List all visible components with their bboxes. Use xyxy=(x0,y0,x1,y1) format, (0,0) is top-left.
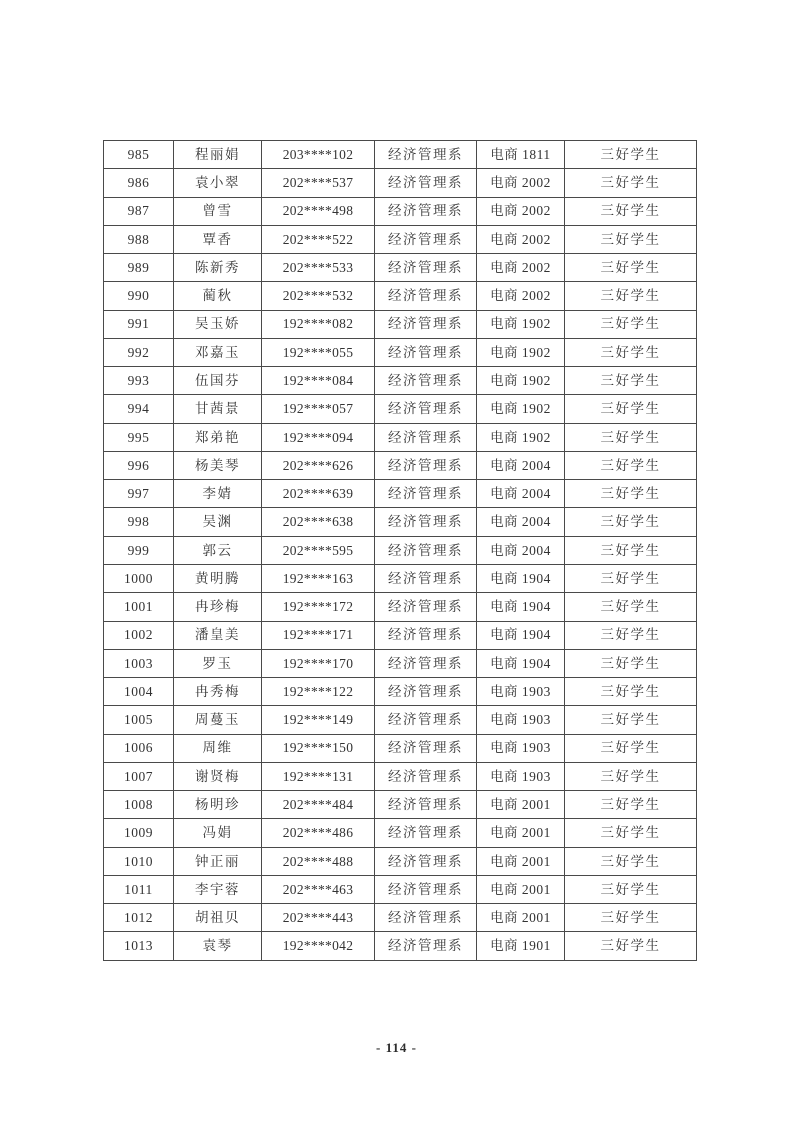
cell-award: 三好学生 xyxy=(565,536,697,564)
cell-seq: 995 xyxy=(104,423,174,451)
cell-id: 192****149 xyxy=(262,706,375,734)
cell-award: 三好学生 xyxy=(565,367,697,395)
cell-award: 三好学生 xyxy=(565,480,697,508)
cell-dept: 经济管理系 xyxy=(375,395,477,423)
table-row xyxy=(104,480,697,508)
table-row xyxy=(104,621,697,649)
cell-dept: 经济管理系 xyxy=(375,254,477,282)
table-row xyxy=(104,423,697,451)
table-row xyxy=(104,338,697,366)
cell-dept: 经济管理系 xyxy=(375,847,477,875)
table-row xyxy=(104,819,697,847)
cell-award: 三好学生 xyxy=(565,395,697,423)
cell-name: 陈新秀 xyxy=(174,254,262,282)
cell-name: 袁琴 xyxy=(174,932,262,961)
cell-name: 杨美琴 xyxy=(174,451,262,479)
cell-seq: 990 xyxy=(104,282,174,310)
cell-seq: 997 xyxy=(104,480,174,508)
cell-name: 罗玉 xyxy=(174,649,262,677)
cell-name: 谢贤梅 xyxy=(174,762,262,790)
cell-name: 曾雪 xyxy=(174,197,262,225)
cell-award: 三好学生 xyxy=(565,762,697,790)
cell-seq: 987 xyxy=(104,197,174,225)
table-row xyxy=(104,791,697,819)
cell-class: 电商 2004 xyxy=(477,508,565,536)
table-row xyxy=(104,197,697,225)
cell-award: 三好学生 xyxy=(565,847,697,875)
table-row xyxy=(104,734,697,762)
table-row xyxy=(104,762,697,790)
cell-name: 冉秀梅 xyxy=(174,678,262,706)
cell-dept: 经济管理系 xyxy=(375,338,477,366)
table-row xyxy=(104,395,697,423)
cell-dept: 经济管理系 xyxy=(375,451,477,479)
cell-name: 吴玉娇 xyxy=(174,310,262,338)
cell-seq: 992 xyxy=(104,338,174,366)
cell-name: 蔺秋 xyxy=(174,282,262,310)
cell-seq: 1001 xyxy=(104,593,174,621)
cell-award: 三好学生 xyxy=(565,734,697,762)
cell-id: 202****463 xyxy=(262,875,375,903)
cell-dept: 经济管理系 xyxy=(375,875,477,903)
cell-id: 202****443 xyxy=(262,904,375,932)
cell-name: 杨明珍 xyxy=(174,791,262,819)
cell-award: 三好学生 xyxy=(565,564,697,592)
cell-class: 电商 2004 xyxy=(477,480,565,508)
cell-id: 202****522 xyxy=(262,225,375,253)
table-row xyxy=(104,904,697,932)
cell-seq: 986 xyxy=(104,169,174,197)
cell-award: 三好学生 xyxy=(565,621,697,649)
cell-dept: 经济管理系 xyxy=(375,141,477,169)
cell-class: 电商 2002 xyxy=(477,254,565,282)
table-row xyxy=(104,254,697,282)
cell-name: 郑弟艳 xyxy=(174,423,262,451)
cell-name: 甘茜景 xyxy=(174,395,262,423)
cell-id: 202****488 xyxy=(262,847,375,875)
cell-seq: 1006 xyxy=(104,734,174,762)
cell-id: 202****595 xyxy=(262,536,375,564)
cell-class: 电商 2001 xyxy=(477,819,565,847)
cell-award: 三好学生 xyxy=(565,508,697,536)
cell-name: 袁小翠 xyxy=(174,169,262,197)
cell-dept: 经济管理系 xyxy=(375,649,477,677)
cell-id: 192****122 xyxy=(262,678,375,706)
cell-seq: 999 xyxy=(104,536,174,564)
cell-class: 电商 2001 xyxy=(477,847,565,875)
cell-name: 伍国芬 xyxy=(174,367,262,395)
cell-dept: 经济管理系 xyxy=(375,169,477,197)
cell-class: 电商 2002 xyxy=(477,282,565,310)
cell-class: 电商 1902 xyxy=(477,367,565,395)
table-row xyxy=(104,932,697,961)
table-row xyxy=(104,847,697,875)
cell-class: 电商 1904 xyxy=(477,649,565,677)
cell-class: 电商 2001 xyxy=(477,791,565,819)
cell-award: 三好学生 xyxy=(565,678,697,706)
cell-award: 三好学生 xyxy=(565,282,697,310)
cell-award: 三好学生 xyxy=(565,141,697,169)
cell-seq: 998 xyxy=(104,508,174,536)
cell-award: 三好学生 xyxy=(565,932,697,961)
cell-dept: 经济管理系 xyxy=(375,310,477,338)
cell-award: 三好学生 xyxy=(565,904,697,932)
cell-seq: 1010 xyxy=(104,847,174,875)
cell-dept: 经济管理系 xyxy=(375,593,477,621)
cell-class: 电商 1904 xyxy=(477,621,565,649)
table-row xyxy=(104,593,697,621)
cell-name: 李宇蓉 xyxy=(174,875,262,903)
table-row xyxy=(104,508,697,536)
cell-dept: 经济管理系 xyxy=(375,197,477,225)
cell-dept: 经济管理系 xyxy=(375,508,477,536)
cell-class: 电商 2004 xyxy=(477,451,565,479)
cell-dept: 经济管理系 xyxy=(375,904,477,932)
cell-dept: 经济管理系 xyxy=(375,480,477,508)
cell-id: 192****057 xyxy=(262,395,375,423)
cell-id: 202****486 xyxy=(262,819,375,847)
cell-dept: 经济管理系 xyxy=(375,225,477,253)
cell-seq: 985 xyxy=(104,141,174,169)
cell-seq: 1012 xyxy=(104,904,174,932)
cell-name: 覃香 xyxy=(174,225,262,253)
table-row xyxy=(104,649,697,677)
cell-dept: 经济管理系 xyxy=(375,536,477,564)
cell-id: 202****638 xyxy=(262,508,375,536)
table-row xyxy=(104,451,697,479)
cell-class: 电商 1903 xyxy=(477,706,565,734)
cell-id: 202****532 xyxy=(262,282,375,310)
cell-name: 钟正丽 xyxy=(174,847,262,875)
cell-name: 周蔓玉 xyxy=(174,706,262,734)
cell-name: 程丽娟 xyxy=(174,141,262,169)
table-row xyxy=(104,678,697,706)
cell-award: 三好学生 xyxy=(565,706,697,734)
cell-class: 电商 1901 xyxy=(477,932,565,961)
cell-award: 三好学生 xyxy=(565,338,697,366)
cell-class: 电商 1904 xyxy=(477,564,565,592)
cell-id: 192****082 xyxy=(262,310,375,338)
cell-class: 电商 1902 xyxy=(477,423,565,451)
cell-id: 192****171 xyxy=(262,621,375,649)
cell-award: 三好学生 xyxy=(565,197,697,225)
award-table-body xyxy=(104,141,697,961)
cell-class: 电商 2002 xyxy=(477,169,565,197)
cell-seq: 1011 xyxy=(104,875,174,903)
cell-award: 三好学生 xyxy=(565,451,697,479)
cell-name: 李婧 xyxy=(174,480,262,508)
cell-name: 潘皇美 xyxy=(174,621,262,649)
cell-class: 电商 1903 xyxy=(477,678,565,706)
cell-seq: 988 xyxy=(104,225,174,253)
cell-dept: 经济管理系 xyxy=(375,791,477,819)
cell-seq: 993 xyxy=(104,367,174,395)
cell-award: 三好学生 xyxy=(565,875,697,903)
cell-id: 202****626 xyxy=(262,451,375,479)
cell-dept: 经济管理系 xyxy=(375,678,477,706)
cell-dept: 经济管理系 xyxy=(375,621,477,649)
cell-id: 192****170 xyxy=(262,649,375,677)
cell-class: 电商 2001 xyxy=(477,875,565,903)
cell-dept: 经济管理系 xyxy=(375,706,477,734)
cell-award: 三好学生 xyxy=(565,593,697,621)
cell-class: 电商 1902 xyxy=(477,338,565,366)
cell-id: 192****084 xyxy=(262,367,375,395)
cell-class: 电商 1902 xyxy=(477,310,565,338)
cell-class: 电商 2001 xyxy=(477,904,565,932)
cell-dept: 经济管理系 xyxy=(375,734,477,762)
table-row xyxy=(104,141,697,169)
table-row xyxy=(104,536,697,564)
cell-class: 电商 2004 xyxy=(477,536,565,564)
cell-award: 三好学生 xyxy=(565,423,697,451)
cell-id: 192****163 xyxy=(262,564,375,592)
cell-class: 电商 2002 xyxy=(477,225,565,253)
cell-seq: 1004 xyxy=(104,678,174,706)
table-row xyxy=(104,225,697,253)
table-row xyxy=(104,282,697,310)
cell-award: 三好学生 xyxy=(565,169,697,197)
table-row xyxy=(104,706,697,734)
cell-dept: 经济管理系 xyxy=(375,367,477,395)
cell-seq: 1013 xyxy=(104,932,174,961)
cell-seq: 1005 xyxy=(104,706,174,734)
cell-class: 电商 1902 xyxy=(477,395,565,423)
cell-id: 192****042 xyxy=(262,932,375,961)
table-row xyxy=(104,875,697,903)
cell-seq: 1007 xyxy=(104,762,174,790)
table-row xyxy=(104,564,697,592)
cell-seq: 996 xyxy=(104,451,174,479)
cell-class: 电商 1811 xyxy=(477,141,565,169)
cell-name: 吴渊 xyxy=(174,508,262,536)
cell-id: 192****094 xyxy=(262,423,375,451)
cell-seq: 1000 xyxy=(104,564,174,592)
cell-seq: 1003 xyxy=(104,649,174,677)
cell-id: 202****537 xyxy=(262,169,375,197)
cell-class: 电商 2002 xyxy=(477,197,565,225)
cell-id: 202****484 xyxy=(262,791,375,819)
cell-class: 电商 1904 xyxy=(477,593,565,621)
table-row xyxy=(104,310,697,338)
table-row xyxy=(104,169,697,197)
cell-dept: 经济管理系 xyxy=(375,282,477,310)
page-number: - 114 - xyxy=(376,1040,417,1055)
cell-seq: 991 xyxy=(104,310,174,338)
cell-class: 电商 1903 xyxy=(477,762,565,790)
cell-award: 三好学生 xyxy=(565,225,697,253)
cell-award: 三好学生 xyxy=(565,791,697,819)
cell-id: 192****150 xyxy=(262,734,375,762)
cell-id: 192****131 xyxy=(262,762,375,790)
cell-dept: 经济管理系 xyxy=(375,762,477,790)
cell-award: 三好学生 xyxy=(565,254,697,282)
cell-id: 202****498 xyxy=(262,197,375,225)
cell-dept: 经济管理系 xyxy=(375,932,477,961)
cell-dept: 经济管理系 xyxy=(375,423,477,451)
cell-name: 冉珍梅 xyxy=(174,593,262,621)
cell-award: 三好学生 xyxy=(565,819,697,847)
cell-seq: 1009 xyxy=(104,819,174,847)
cell-dept: 经济管理系 xyxy=(375,819,477,847)
cell-seq: 1008 xyxy=(104,791,174,819)
cell-award: 三好学生 xyxy=(565,310,697,338)
cell-seq: 994 xyxy=(104,395,174,423)
cell-dept: 经济管理系 xyxy=(375,564,477,592)
cell-name: 黄明腾 xyxy=(174,564,262,592)
cell-name: 郭云 xyxy=(174,536,262,564)
cell-seq: 1002 xyxy=(104,621,174,649)
award-table xyxy=(103,140,697,961)
table-row xyxy=(104,367,697,395)
cell-seq: 989 xyxy=(104,254,174,282)
cell-award: 三好学生 xyxy=(565,649,697,677)
cell-name: 胡祖贝 xyxy=(174,904,262,932)
cell-name: 邓嘉玉 xyxy=(174,338,262,366)
cell-name: 冯娟 xyxy=(174,819,262,847)
cell-id: 203****102 xyxy=(262,141,375,169)
cell-class: 电商 1903 xyxy=(477,734,565,762)
cell-id: 202****639 xyxy=(262,480,375,508)
cell-name: 周维 xyxy=(174,734,262,762)
cell-id: 202****533 xyxy=(262,254,375,282)
cell-id: 192****172 xyxy=(262,593,375,621)
cell-id: 192****055 xyxy=(262,338,375,366)
